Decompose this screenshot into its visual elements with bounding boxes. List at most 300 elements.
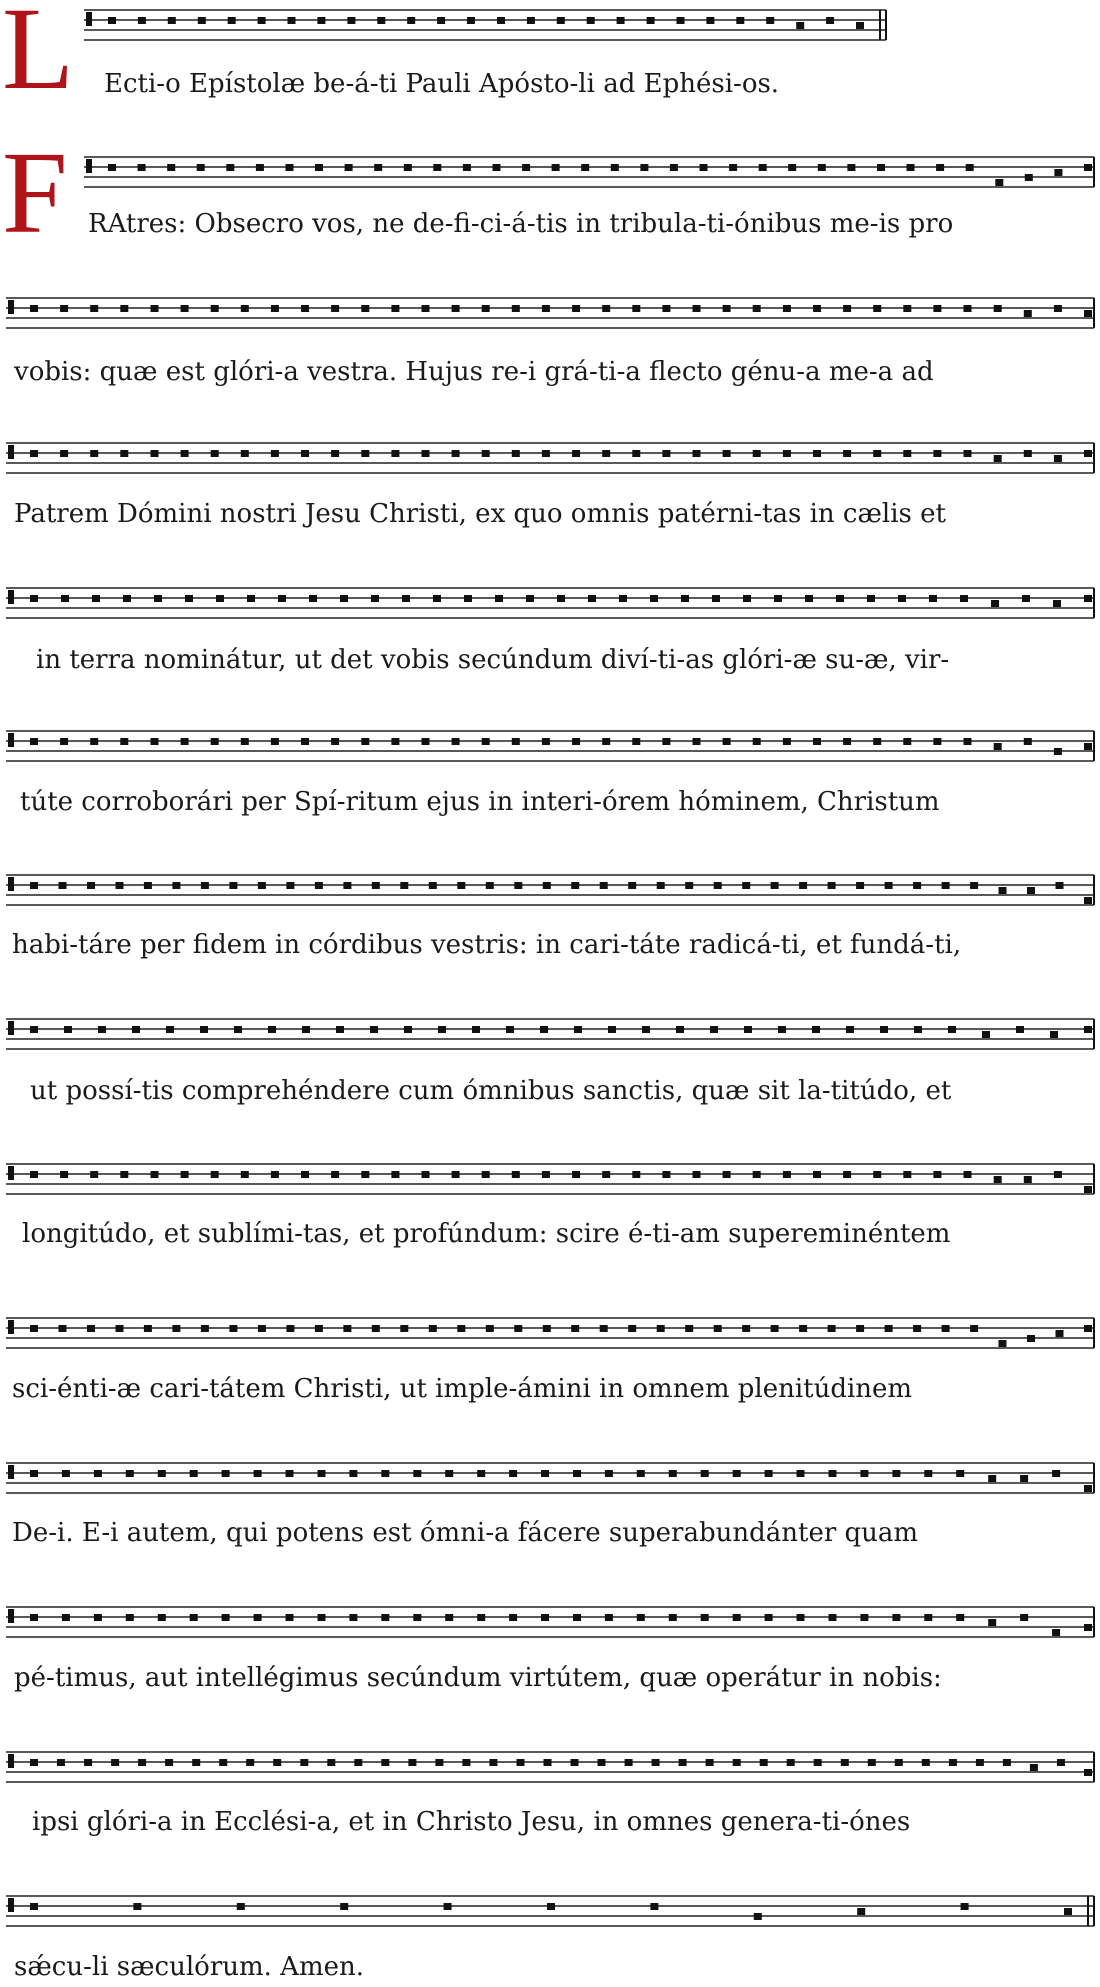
clef	[8, 1754, 14, 1768]
neume	[59, 1325, 67, 1332]
neume	[192, 1759, 200, 1766]
neume	[829, 1614, 837, 1621]
neume	[828, 1325, 836, 1332]
neume	[994, 455, 1002, 462]
neume	[331, 738, 339, 745]
neume	[843, 305, 851, 312]
neume	[787, 1759, 795, 1766]
neume	[132, 1026, 140, 1033]
neume	[408, 1759, 416, 1766]
neume	[637, 1614, 645, 1621]
neume	[1024, 738, 1032, 745]
neume	[271, 450, 279, 457]
neume	[315, 164, 323, 171]
neume	[873, 305, 881, 312]
neume	[92, 595, 100, 602]
lyric-line-13: sǽcu-li sæculórum. Amen.	[14, 1952, 365, 1982]
neume	[625, 1759, 633, 1766]
neume	[166, 1026, 174, 1033]
neume	[611, 164, 619, 171]
neume	[805, 595, 813, 602]
neume	[452, 305, 460, 312]
neume	[288, 17, 296, 24]
neume	[828, 882, 836, 889]
neume	[138, 17, 146, 24]
neume	[30, 738, 38, 745]
neume	[1084, 310, 1092, 317]
neume	[628, 882, 636, 889]
neume	[765, 1614, 773, 1621]
neume	[988, 1619, 996, 1626]
neume	[632, 450, 640, 457]
neume	[413, 1614, 421, 1621]
neume	[404, 1026, 412, 1033]
neume	[309, 595, 317, 602]
neume	[771, 1325, 779, 1332]
neume	[482, 1171, 490, 1178]
neume	[706, 17, 714, 24]
neume	[30, 1903, 38, 1910]
lyric-line-7: ut possí-tis comprehéndere cum ómnibus sanctis, quæ sit la-titúdo, et	[30, 1076, 952, 1106]
neume	[301, 1171, 309, 1178]
neume	[966, 164, 974, 171]
neume	[361, 1171, 369, 1178]
neume	[600, 882, 608, 889]
neume	[652, 1759, 660, 1766]
neume	[602, 305, 610, 312]
neume	[165, 1759, 173, 1766]
neume	[57, 1759, 65, 1766]
neume	[788, 164, 796, 171]
neume	[723, 450, 731, 457]
neume	[62, 1470, 70, 1477]
neume	[1020, 1614, 1028, 1621]
neume	[867, 595, 875, 602]
neume	[268, 1026, 276, 1033]
neume	[116, 882, 124, 889]
neume	[331, 305, 339, 312]
neume	[799, 882, 807, 889]
neume	[676, 1026, 684, 1033]
neume	[1027, 887, 1035, 894]
neume	[744, 1026, 752, 1033]
neume	[701, 1470, 709, 1477]
neume	[120, 450, 128, 457]
neume	[1084, 1485, 1092, 1492]
neume	[60, 450, 68, 457]
neume	[404, 164, 412, 171]
neume	[685, 882, 693, 889]
neume	[463, 164, 471, 171]
neume	[433, 164, 441, 171]
neume	[544, 1759, 552, 1766]
neume	[723, 305, 731, 312]
neume	[1084, 1186, 1092, 1193]
neume	[976, 1759, 984, 1766]
neume	[30, 1614, 38, 1621]
neume	[778, 1026, 786, 1033]
neume	[391, 738, 399, 745]
neume	[327, 1759, 335, 1766]
neume	[1084, 897, 1092, 904]
neume	[657, 1325, 665, 1332]
neume	[506, 1026, 514, 1033]
neume	[913, 1325, 921, 1332]
neume	[158, 1614, 166, 1621]
neume	[477, 1614, 485, 1621]
neume	[301, 738, 309, 745]
clef	[8, 877, 14, 891]
system-4	[6, 588, 1094, 675]
neume	[571, 1759, 579, 1766]
neume	[999, 887, 1007, 894]
neume	[783, 450, 791, 457]
neume	[527, 17, 535, 24]
neume	[572, 1171, 580, 1178]
lyric-line-2: vobis: quæ est glóri-a vestra. Hujus re-i grá-ti-a flecto génu-a me-a ad	[14, 357, 934, 387]
neume	[662, 450, 670, 457]
neume	[120, 738, 128, 745]
neume	[371, 595, 379, 602]
neume	[200, 1026, 208, 1033]
neume	[59, 882, 67, 889]
neume	[258, 882, 266, 889]
neume	[370, 1026, 378, 1033]
neume	[271, 1171, 279, 1178]
system-3	[6, 443, 1094, 529]
clef	[8, 300, 14, 314]
neume	[452, 450, 460, 457]
neume	[30, 1026, 38, 1033]
neume	[600, 1325, 608, 1332]
neume	[813, 305, 821, 312]
neume	[1022, 595, 1030, 602]
neume	[181, 450, 189, 457]
neume	[144, 882, 152, 889]
neume	[991, 600, 999, 607]
neume	[783, 1171, 791, 1178]
neume	[445, 1614, 453, 1621]
neume	[172, 882, 180, 889]
neume	[961, 1903, 969, 1910]
neume	[211, 1171, 219, 1178]
neume	[942, 1325, 950, 1332]
neume	[512, 305, 520, 312]
neume	[783, 738, 791, 745]
neume	[880, 1026, 888, 1033]
neume	[211, 738, 219, 745]
neume	[647, 17, 655, 24]
neume	[94, 1470, 102, 1477]
neume	[856, 22, 864, 29]
system-7	[6, 1019, 1094, 1106]
neume	[336, 1026, 344, 1033]
neume	[547, 1903, 555, 1910]
neume	[512, 1171, 520, 1178]
neume	[372, 882, 380, 889]
neume	[602, 1171, 610, 1178]
neume	[374, 164, 382, 171]
neume	[608, 1026, 616, 1033]
neume	[30, 1759, 38, 1766]
neume	[628, 1325, 636, 1332]
neume	[413, 1470, 421, 1477]
neume	[829, 1470, 837, 1477]
neume	[557, 595, 565, 602]
neume	[929, 595, 937, 602]
neume	[1024, 450, 1032, 457]
neume	[278, 595, 286, 602]
neume	[712, 595, 720, 602]
neume	[1052, 1629, 1060, 1636]
neume	[573, 1470, 581, 1477]
neume	[994, 743, 1002, 750]
neume	[914, 1026, 922, 1033]
neume	[181, 1171, 189, 1178]
neume	[857, 1908, 865, 1915]
neume	[228, 17, 236, 24]
neume	[542, 450, 550, 457]
title-lyrics: Ecti-o Epístolæ be-á-ti Pauli Apósto-li ad Ephési-os.	[104, 69, 780, 99]
neume	[605, 1614, 613, 1621]
neume	[681, 595, 689, 602]
neume	[126, 1470, 134, 1477]
neume	[445, 1470, 453, 1477]
neume	[497, 17, 505, 24]
neume	[988, 1475, 996, 1482]
body-initial: F	[2, 127, 68, 258]
neume	[557, 17, 565, 24]
neume	[573, 1614, 581, 1621]
neume	[216, 595, 224, 602]
neume	[256, 164, 264, 171]
neume	[172, 1325, 180, 1332]
neume	[994, 305, 1002, 312]
neume	[933, 450, 941, 457]
neume	[1054, 748, 1062, 755]
neume	[540, 1026, 548, 1033]
neume	[343, 1325, 351, 1332]
neume	[903, 450, 911, 457]
neume	[1052, 1470, 1060, 1477]
neume	[482, 450, 490, 457]
neume	[123, 595, 131, 602]
neume	[964, 738, 972, 745]
neume	[873, 738, 881, 745]
neume	[669, 1470, 677, 1477]
neume	[1003, 1759, 1011, 1766]
neume	[247, 595, 255, 602]
neume	[826, 17, 834, 24]
lyric-line-10: De-i. E-i autem, qui potens est ómni-a fácere superabundánter quam	[12, 1518, 919, 1548]
neume	[1084, 1769, 1092, 1776]
neume	[574, 1026, 582, 1033]
neume	[541, 1470, 549, 1477]
lyric-line-11: pé-timus, aut intellégimus secúndum virtútem, quæ operátur in nobis:	[14, 1663, 942, 1693]
neume	[84, 1759, 92, 1766]
neume	[640, 164, 648, 171]
neume	[754, 1913, 762, 1920]
neume	[873, 1171, 881, 1178]
neume	[1084, 1026, 1092, 1033]
neume	[1084, 743, 1092, 750]
neume	[438, 1026, 446, 1033]
neume	[472, 1026, 480, 1033]
neume	[108, 164, 116, 171]
neume	[895, 1759, 903, 1766]
neume	[948, 1026, 956, 1033]
neume	[964, 450, 972, 457]
neume	[211, 450, 219, 457]
neume	[90, 738, 98, 745]
neume	[514, 882, 522, 889]
neume	[300, 1759, 308, 1766]
neume	[922, 1759, 930, 1766]
neume	[198, 17, 206, 24]
neume	[349, 1614, 357, 1621]
neume	[87, 1325, 95, 1332]
neume	[400, 882, 408, 889]
neume	[662, 305, 670, 312]
neume	[482, 738, 490, 745]
neume	[588, 595, 596, 602]
neume	[543, 1325, 551, 1332]
neume	[662, 738, 670, 745]
clef	[8, 1465, 14, 1479]
neume	[317, 17, 325, 24]
neume	[167, 164, 175, 171]
neume	[229, 1325, 237, 1332]
neume	[486, 882, 494, 889]
neume	[111, 1759, 119, 1766]
neume	[482, 305, 490, 312]
neume	[138, 1759, 146, 1766]
neume	[632, 305, 640, 312]
neume	[286, 882, 294, 889]
neume	[133, 1903, 141, 1910]
neume	[201, 882, 209, 889]
neume	[710, 1026, 718, 1033]
neume	[843, 1171, 851, 1178]
neume	[526, 595, 534, 602]
neume	[361, 450, 369, 457]
neume	[799, 1325, 807, 1332]
neume	[970, 882, 978, 889]
neume	[572, 738, 580, 745]
neume	[168, 17, 176, 24]
neume	[571, 882, 579, 889]
neume	[685, 1325, 693, 1332]
neume	[885, 1325, 893, 1332]
title-initial: L	[2, 0, 75, 114]
neume	[714, 1325, 722, 1332]
neume	[315, 882, 323, 889]
neume	[151, 1171, 159, 1178]
neume	[271, 738, 279, 745]
neume	[650, 595, 658, 602]
neume	[542, 305, 550, 312]
neume	[587, 17, 595, 24]
neume	[435, 1759, 443, 1766]
neume	[598, 1759, 606, 1766]
neume	[347, 17, 355, 24]
neume	[949, 1759, 957, 1766]
system-11	[6, 1607, 1094, 1693]
neume	[729, 164, 737, 171]
title-system	[2, 0, 886, 114]
neume	[885, 882, 893, 889]
clef	[8, 590, 14, 604]
neume	[605, 1470, 613, 1477]
neume	[377, 17, 385, 24]
neume	[701, 1614, 709, 1621]
neume	[797, 1470, 805, 1477]
neume	[868, 1759, 876, 1766]
clef	[8, 733, 14, 747]
neume	[907, 164, 915, 171]
neume	[381, 1614, 389, 1621]
neume	[933, 738, 941, 745]
neume	[877, 164, 885, 171]
neume	[602, 450, 610, 457]
neume	[602, 738, 610, 745]
neume	[94, 1614, 102, 1621]
neume	[892, 1470, 900, 1477]
neume	[286, 1470, 294, 1477]
neume	[60, 738, 68, 745]
neume	[402, 595, 410, 602]
neume	[733, 1470, 741, 1477]
neume	[723, 738, 731, 745]
neume	[813, 738, 821, 745]
neume	[258, 1325, 266, 1332]
neume	[994, 1176, 1002, 1183]
neume	[571, 1325, 579, 1332]
neume	[258, 17, 266, 24]
neume	[765, 1470, 773, 1477]
neume	[467, 17, 475, 24]
neume	[286, 1325, 294, 1332]
neume	[407, 17, 415, 24]
neume	[841, 1759, 849, 1766]
neume	[181, 738, 189, 745]
neume	[542, 738, 550, 745]
neume	[774, 595, 782, 602]
neume	[61, 595, 69, 602]
neume	[517, 1759, 525, 1766]
neume	[222, 1614, 230, 1621]
neume	[572, 305, 580, 312]
neume	[509, 1614, 517, 1621]
neume	[797, 1614, 805, 1621]
neume	[361, 738, 369, 745]
neume	[933, 305, 941, 312]
neume	[422, 1171, 430, 1178]
neume	[286, 164, 294, 171]
neume	[237, 1903, 245, 1910]
neume	[1025, 174, 1033, 181]
neume	[331, 1171, 339, 1178]
neume	[98, 1026, 106, 1033]
neume	[493, 164, 501, 171]
neume	[437, 17, 445, 24]
neume	[301, 450, 309, 457]
neume	[903, 738, 911, 745]
neume	[733, 1759, 741, 1766]
neume	[642, 1026, 650, 1033]
neume	[736, 17, 744, 24]
neume	[241, 450, 249, 457]
